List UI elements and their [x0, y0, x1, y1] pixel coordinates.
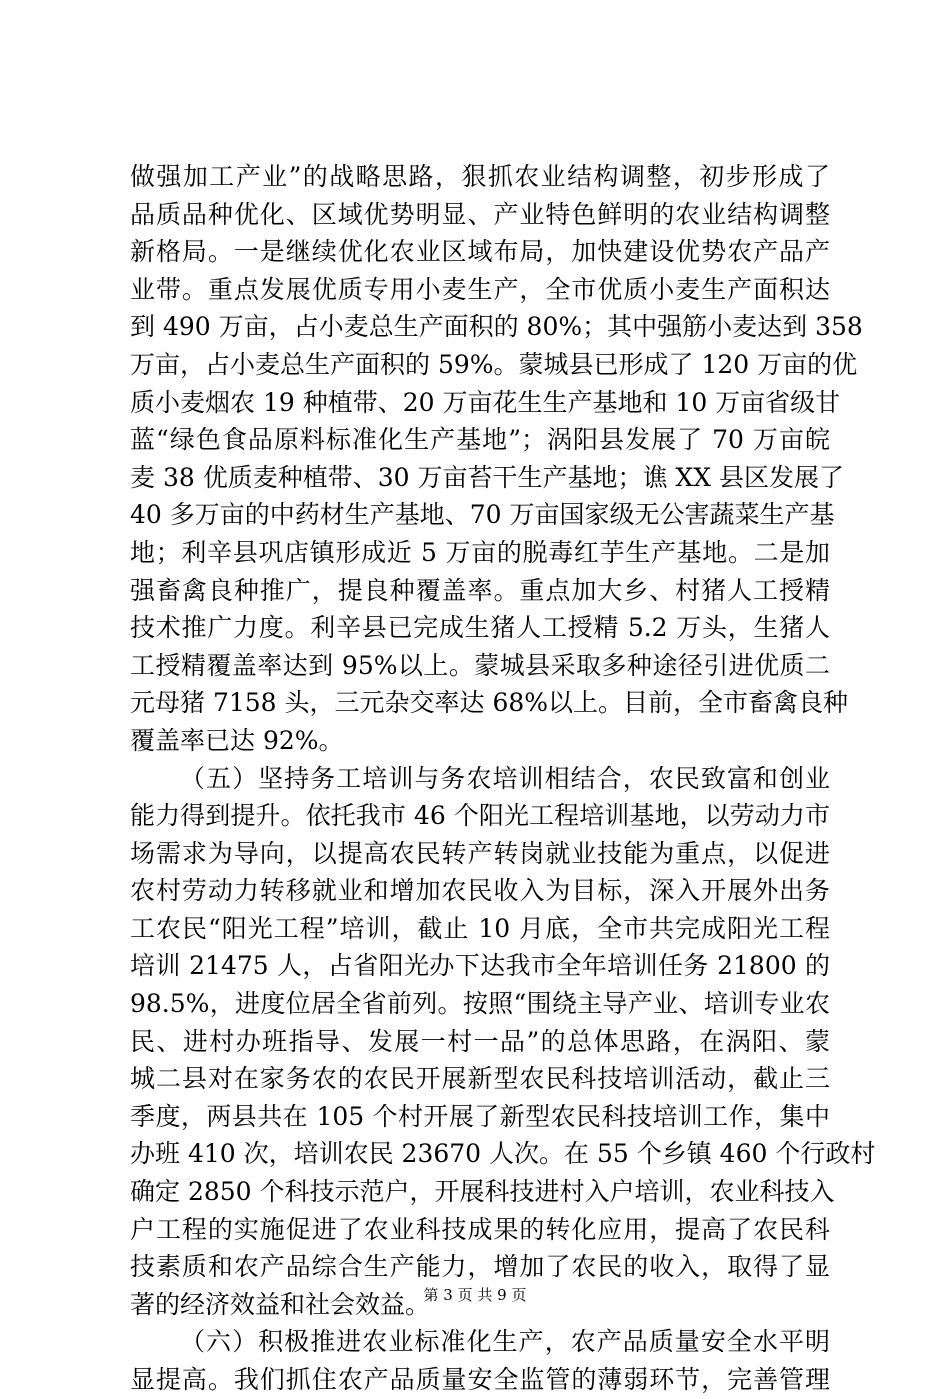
text-line: 民、进村办班指导、发展一村一品”的总体思路，在涡阳、蒙	[130, 1026, 830, 1056]
text-line: 培训 21475 人，占省阳光办下达我市全年培训任务 21800 的	[130, 951, 830, 981]
text-line: 元母猪 7158 头，三元杂交率达 68%以上。目前，全市畜禽良种	[130, 688, 849, 718]
text-line: 农村劳动力转移就业和增加农民收入为目标，深入开展外出务	[130, 876, 830, 906]
text-line: 技素质和农产品综合生产能力，增加了农民的收入，取得了显	[130, 1252, 830, 1282]
text-line: 覆盖率已达 92%。	[130, 725, 344, 755]
text-line: 品质品种优化、区域优势明显、产业特色鲜明的农业结构调整	[130, 199, 830, 229]
text-line: 确定 2850 个科技示范户，开展科技进村入户培训，农业科技入	[130, 1177, 835, 1207]
text-line: 新格局。一是继续优化农业区域布局，加快建设优势农产品产	[130, 237, 830, 267]
text-line: 场需求为导向，以提高农民转产转岗就业技能为重点，以促进	[130, 838, 830, 868]
text-line: 著的经济效益和社会效益。	[130, 1289, 431, 1319]
text-line: 麦 38 优质麦种植带、30 万亩苔干生产基地；谯 XX 县区发展了	[130, 462, 844, 492]
text-line: 技术推广力度。利辛县已完成生猪人工授精 5.2 万头，生猪人	[130, 613, 830, 643]
text-line: 办班 410 次，培训农民 23670 人次。在 55 个乡镇 460 个行政村	[130, 1139, 876, 1169]
text-line: 业带。重点发展优质专用小麦生产，全市优质小麦生产面积达	[130, 274, 830, 304]
text-line: 到 490 万亩，占小麦总生产面积的 80%；其中强筋小麦达到 358	[130, 312, 863, 342]
text-line: 工授精覆盖率达到 95%以上。蒙城县采取多种途径引进优质二	[130, 650, 830, 680]
page-number-footer: 第 3 页 共 9 页	[423, 1286, 527, 1304]
text-line: 万亩，占小麦总生产面积的 59%。蒙城县已形成了 120 万亩的优	[130, 349, 858, 379]
text-line: 做强加工产业”的战略思路，狠抓农业结构调整，初步形成了	[130, 162, 830, 191]
text-line: 质小麦烟农 19 种植带、20 万亩花生生产基地和 10 万亩省级甘	[130, 387, 841, 417]
text-line: 户工程的实施促进了农业科技成果的转化应用，提高了农民科	[130, 1214, 830, 1244]
text-line: 地；利辛县巩店镇形成近 5 万亩的脱毒红芋生产基地。二是加	[130, 537, 830, 567]
text-line: 工农民“阳光工程”培训，截止 10 月底，全市共完成阳光工程	[130, 913, 830, 943]
text-line: 显提高。我们抓住农产品质量安全监管的薄弱环节，完善管理	[130, 1365, 830, 1394]
section-heading-line: （六）积极推进农业标准化生产，农产品质量安全水平明	[180, 1327, 830, 1357]
text-line: 40 多万亩的中药材生产基地、70 万亩国家级无公害蔬菜生产基	[130, 500, 835, 530]
text-line: 98.5%，进度位居全省前列。按照“围绕主导产业、培训专业农	[130, 989, 830, 1019]
section-heading-line: （五）坚持务工培训与务农培训相结合，农民致富和创业	[180, 763, 830, 793]
text-line: 城二县对在家务农的农民开展新型农民科技培训活动，截止三	[130, 1064, 830, 1094]
text-line: 强畜禽良种推广，提良种覆盖率。重点加大乡、村猪人工授精	[130, 575, 830, 605]
text-line: 季度，两县共在 105 个村开展了新型农民科技培训工作，集中	[130, 1101, 830, 1131]
text-line: 蓝“绿色食品原料标准化生产基地”；涡阳县发展了 70 万亩皖	[130, 425, 830, 455]
document-body	[130, 158, 876, 1399]
text-line: 能力得到提升。依托我市 46 个阳光工程培训基地，以劳动力市	[130, 801, 830, 831]
